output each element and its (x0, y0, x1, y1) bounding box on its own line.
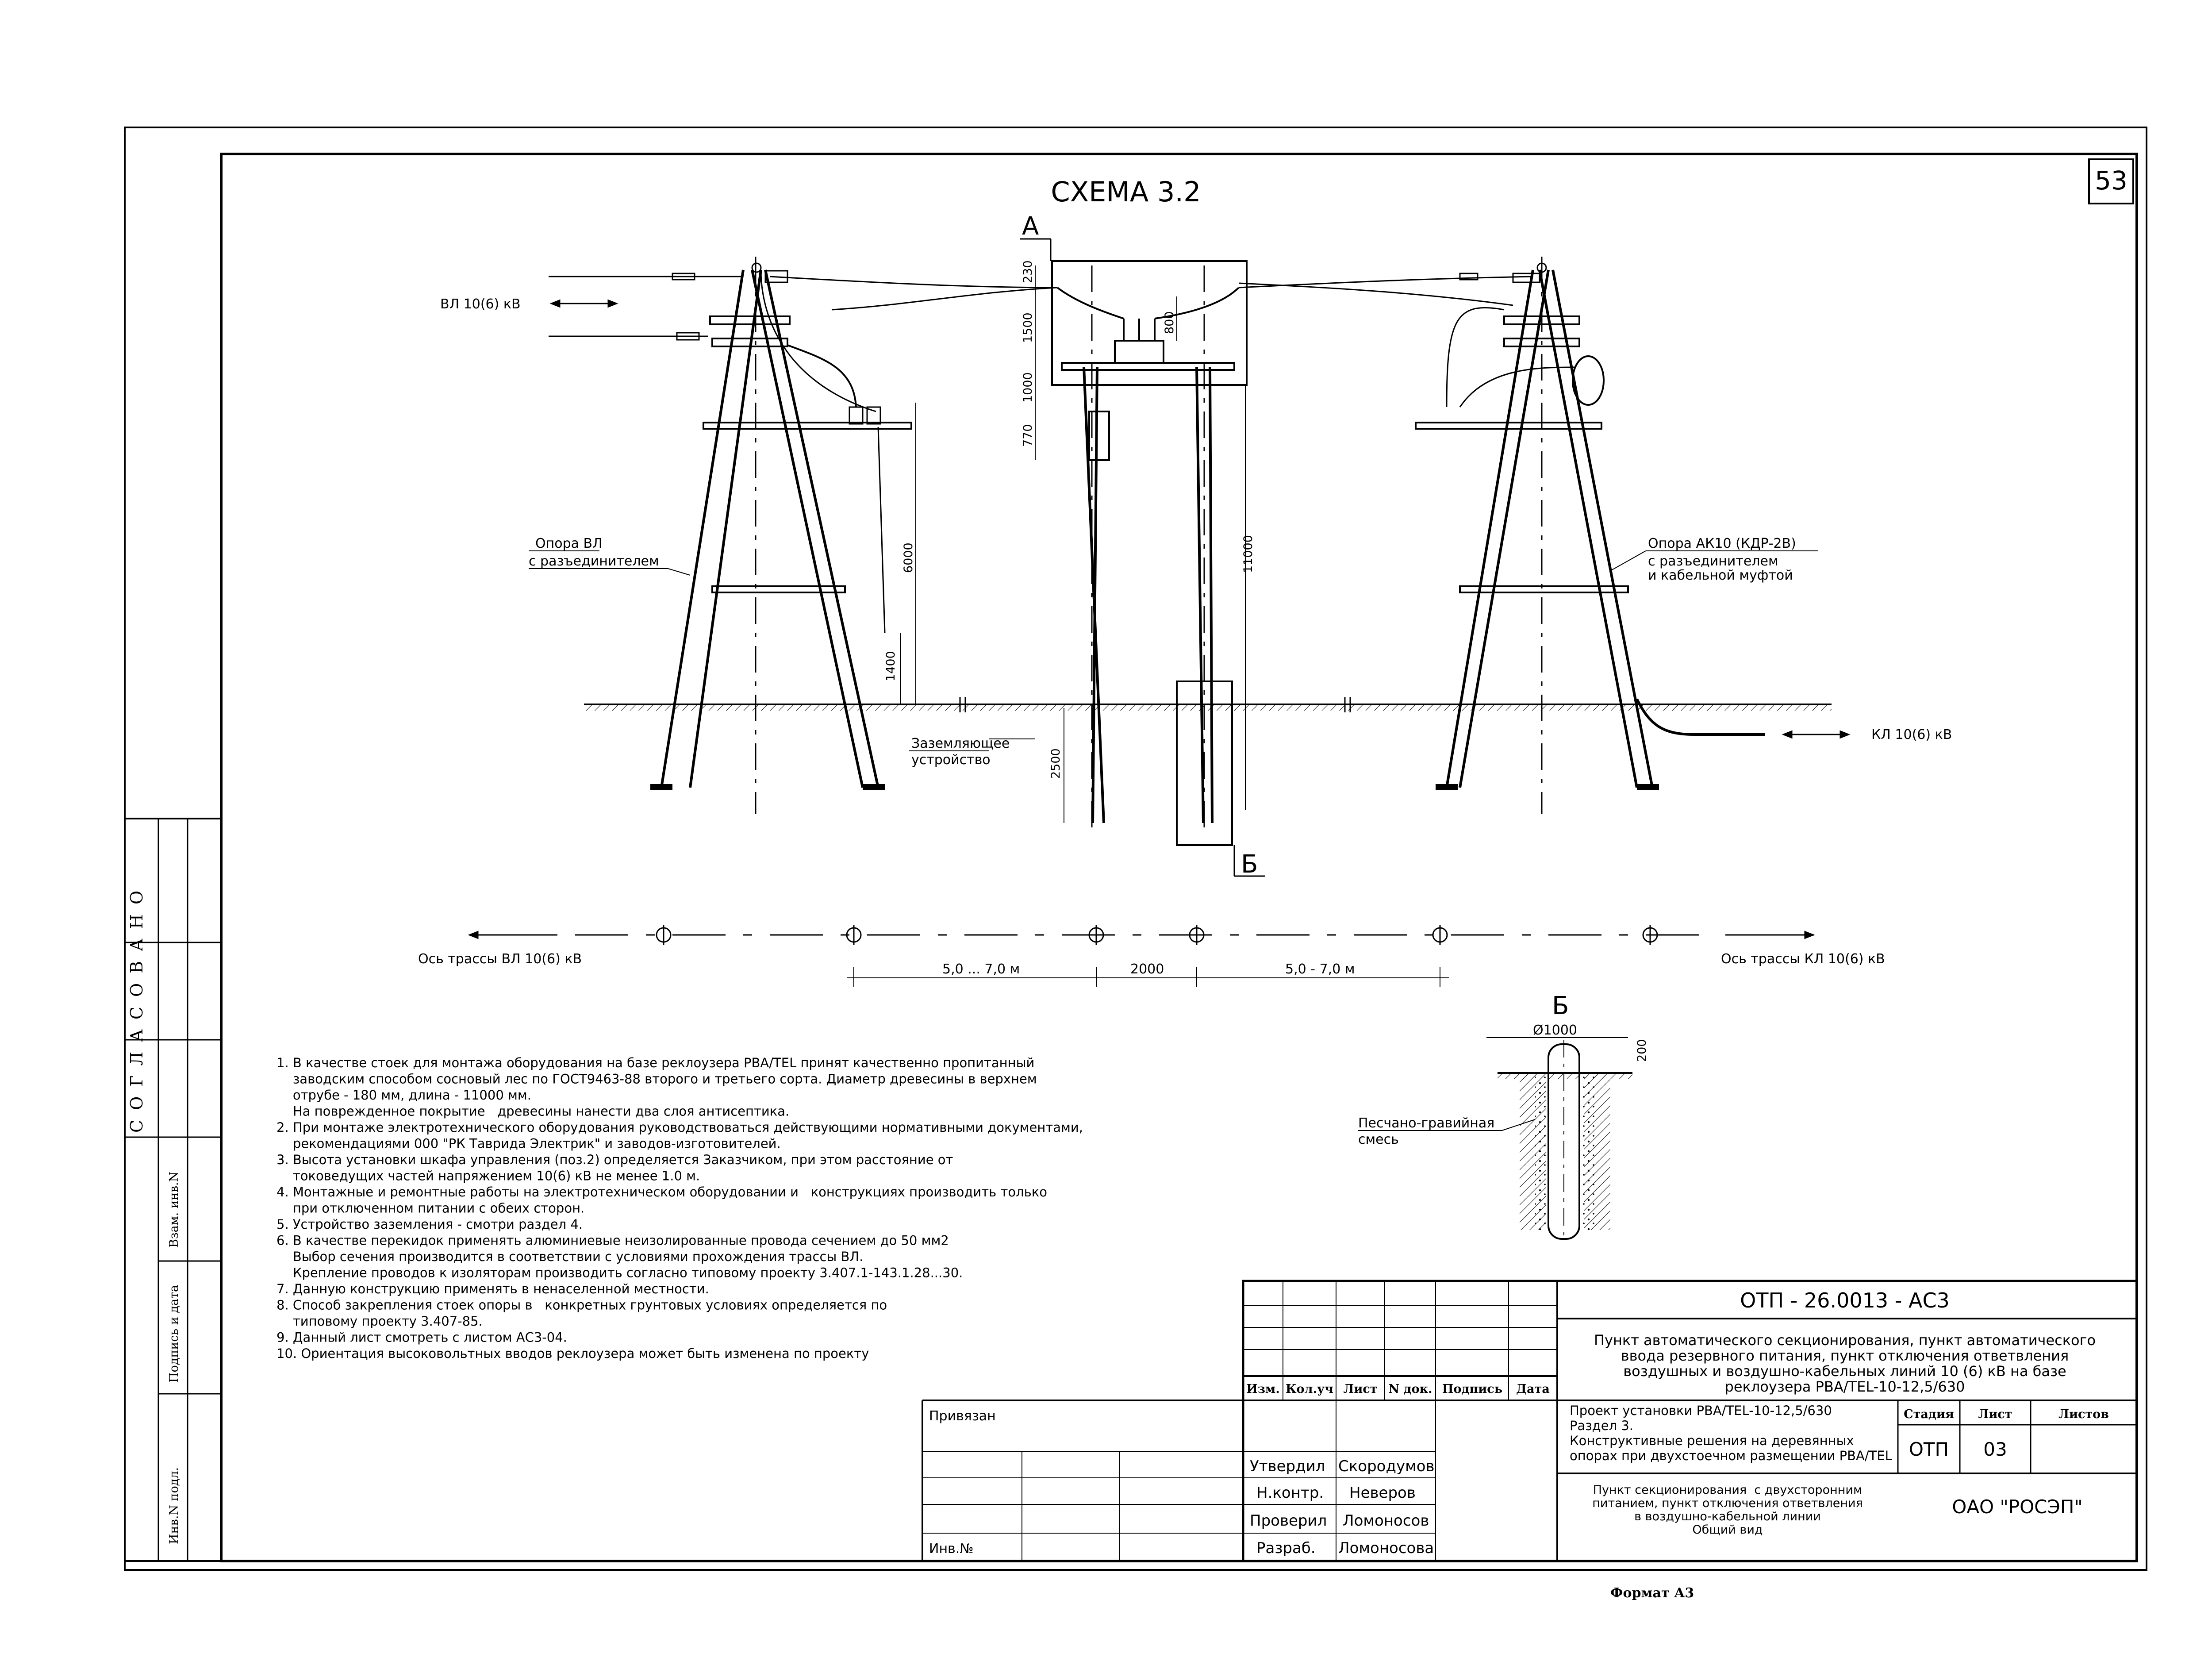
detail-b-200: 200 (1635, 1039, 1649, 1062)
notes-block (276, 1055, 1083, 1361)
sig-name-3: Ломоносов (1343, 1512, 1429, 1530)
detail-b (1358, 992, 1649, 1239)
grounding-label-2: устройство (911, 752, 991, 768)
support-vl-label-2: с разъединителем (529, 554, 659, 569)
tb-header-stadia: Стадия (1904, 1407, 1954, 1421)
grounding-label: Заземляющее (911, 736, 1010, 751)
sig-role-3: Проверил (1250, 1512, 1327, 1530)
vzam-inv-label: Взам. инв.N (167, 1171, 181, 1248)
kl-label-group (1783, 727, 1952, 742)
tb-header-izm: Изм. (1246, 1382, 1280, 1396)
tb-description-line-4: реклоузера PBA/TEL-10-12,5/630 (1724, 1378, 1965, 1395)
tb-header-ndok: N док. (1388, 1382, 1432, 1396)
tb-sheet-title-line-4: Общий вид (1692, 1523, 1763, 1537)
note-line-6: рекомендациями 000 "РК Таврида Электрик" и заводов-изготовителей. (276, 1136, 781, 1151)
note-line-18: 9. Данный лист смотреть с листом АС3-04. (276, 1330, 567, 1345)
soglasovano-label: СОГЛАСОВАНО (127, 881, 146, 1133)
tb-stadia-value: ОТП (1909, 1438, 1949, 1460)
tb-code: ОТП - 26.0013 - АС3 (1740, 1288, 1950, 1312)
sig-name-2: Неверов (1349, 1484, 1416, 1502)
dim-1000: 1000 (1021, 372, 1035, 403)
overhead-wires (549, 271, 1540, 340)
support-labels (529, 536, 1818, 768)
sheet-number: 53 (2095, 165, 2128, 196)
tb-project-line-2: Раздел 3. (1570, 1418, 1633, 1433)
tb-header-listov: Листов (2058, 1407, 2109, 1421)
note-line-19: 10. Ориентация высоковольтных вводов реклоузера может быть изменена по проекту (276, 1346, 869, 1361)
tb-description-line-2: ввода резервного питания, пункт отключения ответвления (1621, 1347, 2069, 1364)
sig-role-2: Н.контр. (1256, 1484, 1324, 1502)
span-dimensions (847, 961, 1449, 987)
note-line-13: Выбор сечения производится в соответствии с условиями прохождения трассы ВЛ. (276, 1249, 864, 1264)
title-block (922, 1281, 2137, 1561)
note-line-2: заводским способом сосновый лес по ГОСТ9463-88 второго и третьего сорта. Диаметр древесины в верхнем (276, 1071, 1037, 1087)
span-left-dim: 5,0 ... 7,0 м (942, 961, 1020, 977)
note-line-5: 2. При монтаже электротехнического оборудования руководствоваться действующими нормативными документами, (276, 1120, 1083, 1135)
tb-organization: ОАО "РОСЭП" (1952, 1496, 2083, 1518)
podpis-data-label: Подпись и дата (167, 1284, 181, 1383)
note-line-3: отрубе - 180 мм, длина - 11000 мм. (276, 1088, 531, 1103)
note-line-12: 6. В качестве перекидок применять алюминиевые неизолированные провода сечением до 50 мм2 (276, 1233, 949, 1248)
tb-sheet-title-line-1: Пункт секционирования с двухсторонним (1593, 1483, 1863, 1497)
tb-sheet-title-line-2: питанием, пункт отключения ответвления (1592, 1496, 1863, 1510)
support-ak-label-3: и кабельной муфтой (1648, 568, 1793, 583)
tb-project-line-1: Проект установки PBA/TEL-10-12,5/630 (1570, 1403, 1832, 1418)
tb-description (1594, 1332, 2096, 1395)
note-line-14: Крепление проводов к изоляторам производить согласно типовому проекту 3.407.1-143.1.28...30. (276, 1265, 963, 1280)
dim-770: 770 (1021, 424, 1035, 447)
tb-header-kolvo: Кол.уч (1285, 1382, 1334, 1396)
dim-1500: 1500 (1021, 312, 1035, 343)
axis-left-label: Ось трассы ВЛ 10(6) кВ (418, 951, 582, 967)
note-line-10: при отключенном питании с обеих сторон. (276, 1200, 585, 1216)
vl-label-group (440, 296, 617, 312)
note-line-17: типовому проекту 3.407-85. (276, 1314, 483, 1329)
detail-b-diameter: Ø1000 (1533, 1023, 1577, 1038)
sig-name-1: Скородумов (1338, 1457, 1435, 1475)
note-line-15: 7. Данную конструкцию применять в ненаселенной местности. (276, 1281, 709, 1296)
scheme-title: СХЕМА 3.2 (1051, 176, 1201, 208)
note-line-1: 1. В качестве стоек для монтажа оборудования на базе реклоузера PBA/TEL принят качественно пропитанный (276, 1055, 1035, 1070)
detail-b-fill-label: Песчано-гравийная (1358, 1115, 1495, 1131)
trace-axis (418, 925, 1885, 967)
inv-podl-label: Инв.N подл. (167, 1467, 181, 1544)
note-line-11: 5. Устройство заземления - смотри раздел 4. (276, 1217, 583, 1232)
tb-header-list2: Лист (1978, 1407, 2012, 1421)
sig-name-4: Ломоносова (1338, 1539, 1434, 1557)
note-line-7: 3. Высота установки шкафа управления (поз.2) определяется Заказчиком, при этом расстояние от (276, 1152, 953, 1167)
support-ak-label: Опора АК10 (КДР-2В) (1648, 536, 1796, 551)
note-line-4: На поврежденное покрытие древесины нанести два слоя антисептика. (276, 1104, 790, 1119)
note-line-16: 8. Способ закрепления стоек опоры в конкретных грунтовых условиях определяется по (276, 1297, 887, 1313)
detail-b-fill-label-2: смесь (1358, 1132, 1399, 1147)
tb-header-list: Лист (1343, 1382, 1378, 1396)
dim-230: 230 (1021, 260, 1035, 283)
section-b-marker: Б (1241, 850, 1258, 879)
axis-right-label: Ось трассы КЛ 10(6) кВ (1721, 951, 1885, 967)
dim-1400: 1400 (884, 651, 898, 681)
tb-project-line-4: опорах при двухстоечном размещении PBA/TEL (1570, 1448, 1892, 1463)
section-a-marker: А (1022, 212, 1039, 241)
tb-project-lines (1570, 1403, 1892, 1463)
kl-right-label: КЛ 10(6) кВ (1871, 727, 1952, 742)
tb-privyazan: Привязан (929, 1408, 996, 1424)
tb-header-data: Дата (1516, 1382, 1550, 1396)
dim-6000: 6000 (902, 542, 915, 573)
tb-project-line-3: Конструктивные решения на деревянных (1570, 1433, 1854, 1448)
support-ak-label-2: с разъединителем (1648, 554, 1778, 569)
vl-left-label: ВЛ 10(6) кВ (440, 296, 521, 312)
note-line-9: 4. Монтажные и ремонтные работы на электротехническом оборудовании и конструкциях производить только (276, 1184, 1047, 1200)
dim-11000: 11000 (1241, 535, 1255, 573)
span-right-dim: 5,0 - 7,0 м (1285, 961, 1355, 977)
tb-sheet-title (1592, 1483, 1863, 1537)
note-line-8: токоведущих частей напряжением 10(6) кВ не менее 1.0 м. (276, 1168, 700, 1184)
tb-sheet-title-line-3: в воздушно-кабельной линии (1634, 1510, 1821, 1523)
dim-2500: 2500 (1049, 748, 1063, 779)
tb-header-podpis: Подпись (1442, 1382, 1503, 1396)
dim-800: 800 (1163, 311, 1176, 334)
tb-description-line-1: Пункт автоматического секционирования, пункт автоматического (1594, 1332, 2096, 1349)
right-support-ak10 (1416, 257, 1765, 814)
sig-role-1: Утвердил (1250, 1457, 1325, 1475)
tb-description-line-3: воздушных и воздушно-кабельных линий 10 (6) кВ на базе (1623, 1363, 2066, 1380)
sig-role-4: Разраб. (1256, 1539, 1316, 1557)
tb-inv-no: Инв.№ (929, 1541, 974, 1557)
left-stamp (125, 819, 221, 1561)
center-poles (1052, 261, 1247, 845)
sheet-format: Формат А3 (1610, 1585, 1694, 1601)
span-mid-dim: 2000 (1130, 961, 1164, 977)
support-vl-label: Опора ВЛ (535, 536, 603, 551)
detail-b-title: Б (1552, 992, 1569, 1020)
tb-list-value: 03 (1983, 1438, 2007, 1460)
